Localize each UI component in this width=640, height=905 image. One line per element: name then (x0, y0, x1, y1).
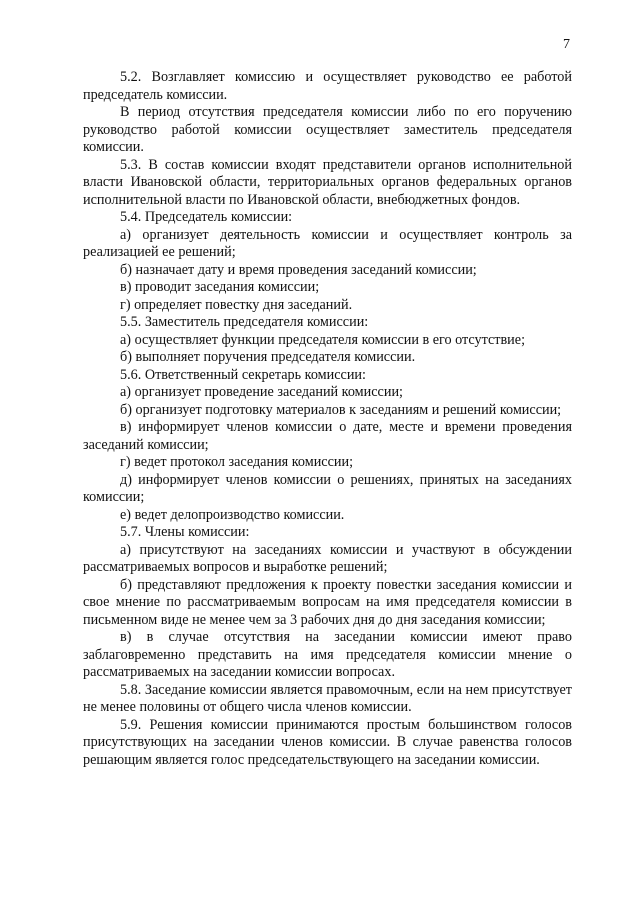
list-item-5-5-a: а) осуществляет функции председателя комиссии в его отсутствие; (120, 331, 526, 348)
paragraph-5-2: 5.2. Возглавляет комиссию и осуществляет руководство ее работой председатель комиссии. (83, 69, 572, 103)
paragraph-5-6: 5.6. Ответственный секретарь комиссии: (120, 366, 366, 383)
list-item-5-5-b: б) выполняет поручения председателя комиссии. (120, 349, 416, 365)
list-item-5-6-v: в) информирует членов комиссии о дате, месте и времени проведения заседаний комиссии; (83, 419, 572, 453)
list-item-5-7-b: б) представляют предложения к проекту повестки заседания комиссии и свое мнение по рассматриваемым вопросам на имя председателя комиссии в письменном виде не менее чем за 3 рабочих дня до дня заседания комиссии; (83, 576, 572, 628)
paragraph-5-5: 5.5. Заместитель председателя комиссии: (120, 314, 369, 330)
list-item-5-4-g: г) определяет повестку дня заседаний. (120, 296, 353, 313)
paragraph-5-7: 5.7. Члены комиссии: (120, 524, 250, 540)
paragraph-5-8: 5.8. Заседание комиссии является правомочным, если на нем присутствует не менее половины от общего числа членов комиссии. (83, 681, 572, 715)
list-item-5-4-a: а) организует деятельность комиссии и осуществляет контроль за реализацией ее решений; (83, 226, 572, 260)
list-item-5-6-g: г) ведет протокол заседания комиссии; (120, 454, 354, 470)
list-item-5-6-d: д) информирует членов комиссии о решениях, принятых на заседаниях комиссии; (83, 471, 572, 505)
paragraph-5-4: 5.4. Председатель комиссии: (120, 209, 293, 225)
list-item-5-6-a: а) организует проведение заседаний комиссии; (120, 384, 403, 400)
list-item-5-4-b: б) назначает дату и время проведения заседаний комиссии; (120, 261, 477, 278)
list-item-5-6-e: е) ведет делопроизводство комиссии. (120, 506, 345, 523)
list-item-5-7-v: в) в случае отсутствия на заседании комиссии имеют право заблаговременно представить на имя председателя комиссии мнение о рассматриваемых на заседании комиссии вопросах. (83, 629, 572, 680)
document-body (83, 69, 572, 769)
paragraph-5-9: 5.9. Решения комиссии принимаются простым большинством голосов присутствующих на заседании членов комиссии. В случае равенства голосов решающим является голос председательствующего на заседании комиссии. (83, 716, 572, 768)
paragraph-deputy-chair: В период отсутствия председателя комиссии либо по его поручению руководство работой комиссии осуществляет заместитель председателя комиссии. (83, 104, 572, 155)
list-item-5-4-v: в) проводит заседания комиссии; (120, 279, 320, 295)
list-item-5-7-a: а) присутствуют на заседаниях комиссии и участвуют в обсуждении рассматриваемых вопросов и выработке решений; (83, 541, 572, 575)
page-number: 7 (563, 37, 570, 52)
paragraph-5-3: 5.3. В состав комиссии входят представители органов исполнительной власти Ивановской области, территориальных органов федеральных органов исполнительной власти по Ивановской области, внебюджетных фондов. (83, 156, 572, 208)
list-item-5-6-b: б) организует подготовку материалов к заседаниям и решений комиссии; (120, 401, 562, 418)
